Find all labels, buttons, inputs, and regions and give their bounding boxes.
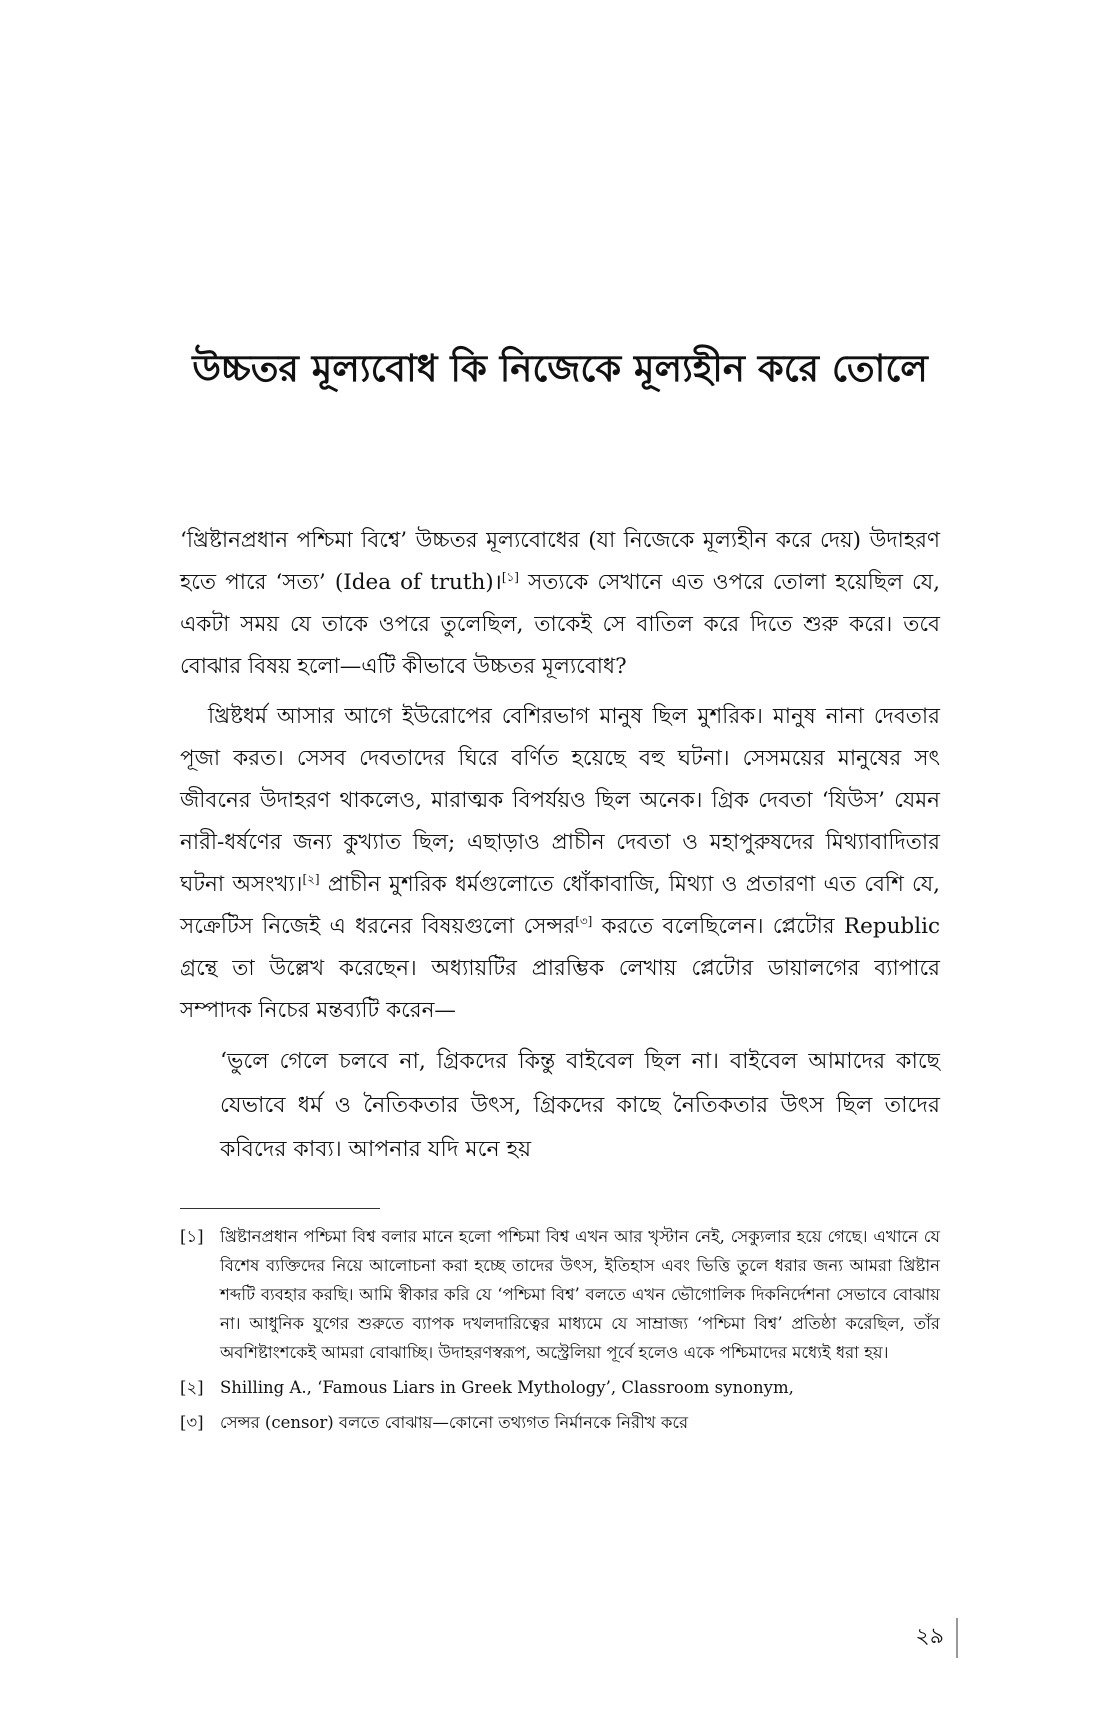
footnote-text: খ্রিষ্টানপ্রধান পশ্চিমা বিশ্ব বলার মানে হলো পশ্চিমা বিশ্ব এখন আর খৃস্টান নেই, সেক্যুলার হয়ে গেছে। এখানে যে বিশেষ ব্যক্তিদের নিয়ে আলোচনা করা হচ্ছে তাদের উৎস, ইতিহাস এবং ভিত্তি তুলে ধরার জন্য আমরা খ্রিষ্টান শব্দটি ব্যবহার করছি। আমি স্বীকার করি যে ‘পশ্চিমা বিশ্ব’ বলতে এখন ভৌগোলিক দিকনির্দেশনা সেভাবে বোঝায় না। আধুনিক যুগের শুরুতে ব্যাপক দখলদারিত্বের মাধ্যমে যে সাম্রাজ্য ‘পশ্চিমা বিশ্ব’ প্রতিষ্ঠা করেছিল, তাঁর অবশিষ্টাংশকেই আমরা বোঝাচ্ছি। উদাহরণস্বরূপ, অস্ট্রেলিয়া পূর্বে হলেও একে পশ্চিমাদের মধ্যেই ধরা হয়। (220, 1227, 940, 1362)
chapter-title: উচ্চতর মূল্যবোধ কি নিজেকে মূল্যহীন করে তোলে (192, 347, 928, 390)
paragraph-2-part-a: খ্রিষ্টধর্ম আসার আগে ইউরোপের বেশিরভাগ মানুষ ছিল মুশরিক। মানুষ নানা দেবতার পূজা করত। সেসব দেবতাদের ঘিরে বর্ণিত হয়েছে বহু ঘটনা। সেসময়ের মানুষের সৎ জীবনের উদাহরণ থাকলেও, মারাত্মক বিপর্যয়ও ছিল অনেক। গ্রিক দেবতা ‘যিউস’ যেমন নারী-ধর্ষণের জন্য কুখ্যাত ছিল; এছাড়াও প্রাচীন দেবতা ও মহাপুরুষদের মিথ্যাবাদিতার ঘটনা অসংখ্য। (180, 704, 940, 897)
page-number: ২৯ (915, 1624, 944, 1649)
footnote-1 (180, 1222, 940, 1367)
paragraph-2 (180, 696, 940, 1032)
footnote-divider (180, 1208, 380, 1209)
footnote-number: [১] (180, 1227, 204, 1246)
footnote-number: [৩] (180, 1413, 204, 1432)
paragraph-1-part-b: সত্যকে সেখানে এত ওপরে তোলা হয়েছিল যে, একটা সময় যে তাকে ওপরে তুলেছিল, তাকেই সে বাতিল করে দিতে শুরু করে। তবে বোঝার বিষয় হলো—এটি কীভাবে উচ্চতর মূল্যবোধ? (180, 570, 940, 679)
body-text (180, 520, 940, 1172)
page-folio (880, 1618, 970, 1658)
paragraph-1-part-a: ‘খ্রিষ্টানপ্রধান পশ্চিমা বিশ্বে’ উচ্চতর মূল্যবোধের (যা নিজেকে মূল্যহীন করে দেয়) উদাহরণ হতে পারে ‘সত্য’ (Idea of truth)। (180, 528, 940, 595)
footnote-2 (180, 1373, 940, 1402)
footnote-ref-1[interactable]: [১] (501, 569, 519, 584)
footnotes (180, 1222, 940, 1443)
block-quote: ‘ভুলে গেলে চলবে না, গ্রিকদের কিন্তু বাইবেল ছিল না। বাইবেল আমাদের কাছে যেভাবে ধর্ম ও নৈতিকতার উৎস, গ্রিকদের কাছে নৈতিকতার উৎস ছিল তাদের কবিদের কাব্য। আপনার যদি মনে হয় (220, 1049, 940, 1162)
footnote-3 (180, 1408, 940, 1437)
paragraph-2-part-c: করতে বলেছিলেন। প্লেটোর Republic গ্রন্থে তা উল্লেখ করেছেন। অধ্যায়টির প্রারম্ভিক লেখায় প্লেটোর ডায়ালগের ব্যাপারে সম্পাদক নিচের মন্তব্যটি করেন— (180, 914, 940, 1023)
paragraph-1 (180, 520, 940, 688)
footnote-text: Shilling A., ‘Famous Liars in Greek Mythology’, Classroom synonym, (220, 1378, 794, 1397)
paragraph-2-part-b: প্রাচীন মুশরিক ধর্মগুলোতে ধোঁকাবাজি, মিথ্যা ও প্রতারণা এত বেশি যে, সক্রেটিস নিজেই এ ধরনের বিষয়গুলো সেন্সর (180, 872, 940, 939)
footnote-ref-2[interactable]: [২] (302, 871, 320, 886)
footnote-ref-3[interactable]: [৩] (575, 913, 593, 928)
folio-divider (956, 1618, 958, 1658)
footnote-number: [২] (180, 1378, 204, 1397)
footnote-text: সেন্সর (censor) বলতে বোঝায়—কোনো তথ্যগত নির্মানকে নিরীখ করে (220, 1413, 689, 1432)
